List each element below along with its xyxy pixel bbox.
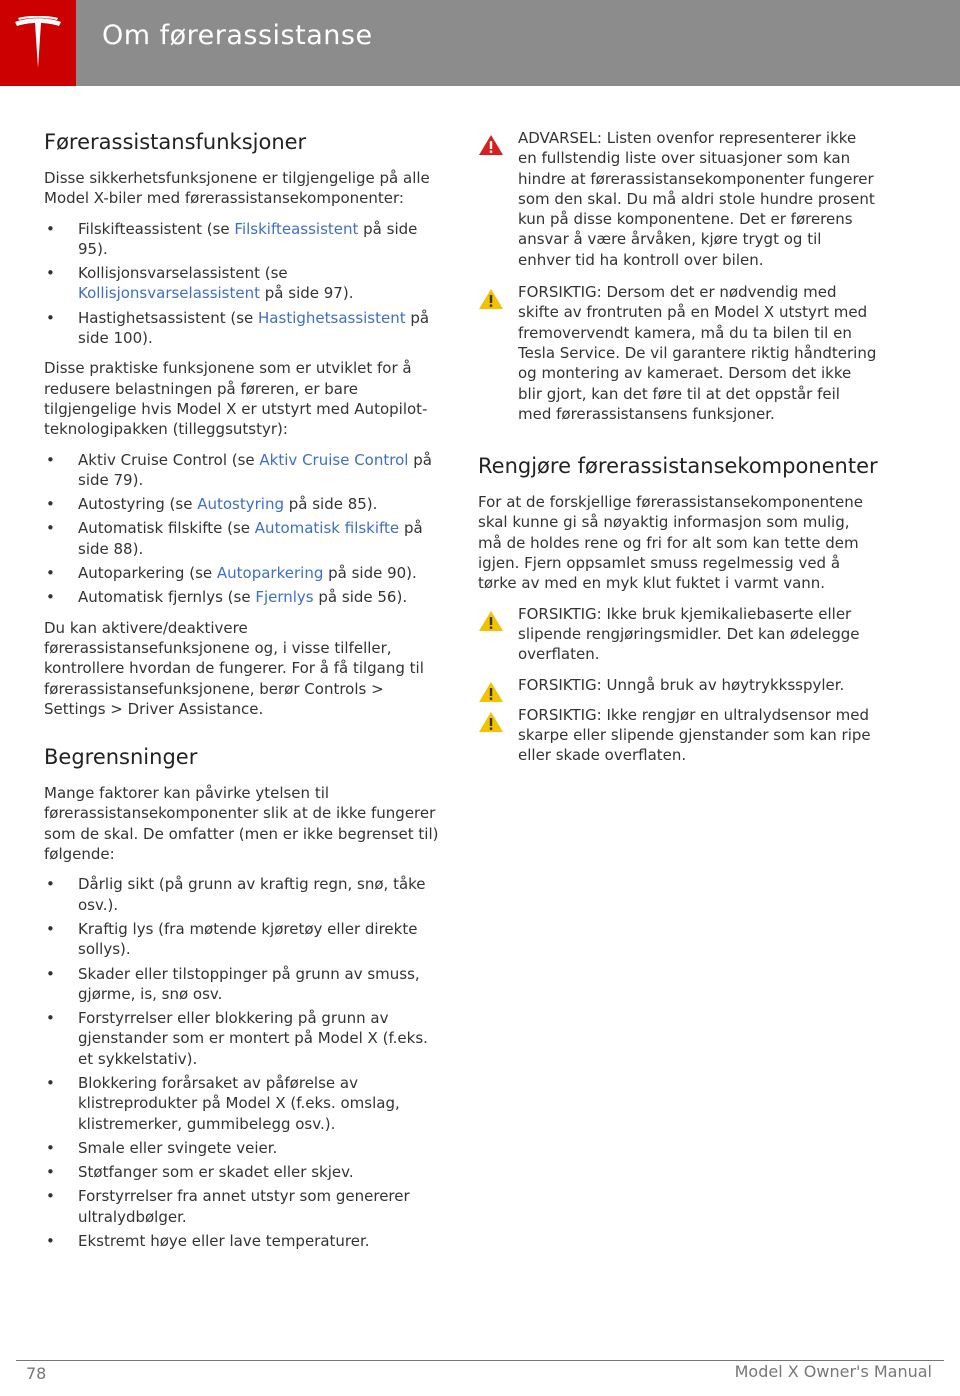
limitations-list xyxy=(44,874,444,1251)
paragraph-intro: Disse sikkerhetsfunksjonene er tilgjengelige på alle Model X-biler med førerassistansekomponenter: xyxy=(44,169,430,208)
page-number: 78 xyxy=(26,1364,47,1383)
list-item: • Smale eller svingete veier. xyxy=(44,1138,444,1158)
manual-title: Model X Owner's Manual xyxy=(734,1362,932,1381)
safety-features-list xyxy=(44,219,444,349)
link-auto-lane-change[interactable]: Automatisk filskifte xyxy=(254,519,400,538)
caution-icon xyxy=(478,610,504,632)
section-heading-limitations: Begrensninger xyxy=(44,745,198,770)
page-header xyxy=(0,0,960,86)
paragraph-settings: Du kan aktivere/deaktivere førerassistansefunksjonene og, i visse tilfeller, kontrollere hvordan de fungerer. For å få tilgang til førerassistansefunksjonene, berør Controls > Settings > Driver Assistance. xyxy=(44,618,424,718)
right-column xyxy=(478,128,878,776)
list-item: • Kollisjonsvarselassistent (se Kollisjonsvarselassistent på side 97). xyxy=(44,263,444,304)
caution-icon xyxy=(478,681,504,703)
section-heading-driver-assist: Førerassistansfunksjoner xyxy=(44,130,307,154)
list-item: • Blokkering forårsaket av påførelse av klistreprodukter på Model X (f.eks. omslag, klistremerker, gummibelegg osv.). xyxy=(44,1073,444,1134)
page-title: Om førerassistanse xyxy=(102,20,373,51)
tesla-logo xyxy=(0,0,76,86)
link-cruise-control[interactable]: Aktiv Cruise Control xyxy=(259,450,409,469)
caution-text: FORSIKTIG: Ikke rengjør en ultralydsensor med skarpe eller slipende gjenstander som kan ripe eller skade overflaten. xyxy=(518,705,871,765)
link-collision-assist[interactable]: Kollisjonsvarselassistent xyxy=(78,284,260,303)
caution-notice xyxy=(478,282,878,424)
tesla-t-icon xyxy=(13,16,63,70)
list-item: • Automatisk filskifte (se Automatisk filskifte på side 88). xyxy=(44,518,444,559)
list-item: • Filskifteassistent (se Filskifteassistent på side 95). xyxy=(44,219,444,260)
caution-text: FORSIKTIG: Ikke bruk kjemikaliebaserte eller slipende rengjøringsmidler. Det kan ødelegge overflaten. xyxy=(518,604,860,664)
list-item: • Forstyrrelser eller blokkering på grunn av gjenstander som er montert på Model X (f.eks. et sykkelstativ). xyxy=(44,1008,444,1069)
list-item: • Kraftig lys (fra møtende kjøretøy eller direkte sollys). xyxy=(44,919,444,960)
list-item: • Ekstremt høye eller lave temperaturer. xyxy=(44,1231,444,1251)
link-high-beams[interactable]: Fjernlys xyxy=(255,588,314,607)
list-item: • Skader eller tilstoppinger på grunn av smuss, gjørme, is, snø osv. xyxy=(44,964,444,1005)
list-item: • Automatisk fjernlys (se Fjernlys på side 56). xyxy=(44,587,444,607)
list-item: • Hastighetsassistent (se Hastighetsassistent på side 100). xyxy=(44,308,444,349)
caution-icon xyxy=(478,288,504,310)
paragraph-limitations-intro: Mange faktorer kan påvirke ytelsen til førerassistansekomponenter slik at de ikke fungerer som de skal. De omfatter (men er ikke begrenset til) følgende: xyxy=(44,784,439,864)
list-item: • Autoparkering (se Autoparkering på side 90). xyxy=(44,563,444,583)
section-heading-cleaning: Rengjøre førerassistansekomponenter xyxy=(478,454,878,479)
warning-notice xyxy=(478,128,878,270)
list-item: • Autostyring (se Autostyring på side 85). xyxy=(44,494,444,514)
link-autopark[interactable]: Autoparkering xyxy=(216,564,324,583)
left-column xyxy=(44,128,444,1261)
warning-text: ADVARSEL: Listen ovenfor representerer ikke en fullstendig liste over situasjoner som kan hindre at førerassistansekomponenter fungerer som den skal. Du må aldri stole hundre prosent kun på disse komponentene. Det er førerens ansvar å være årvåken, kjøre trygt og til enhver tid ha kontroll over bilen. xyxy=(518,129,875,269)
list-item: • Støtfanger som er skadet eller skjev. xyxy=(44,1162,444,1182)
caution-text: FORSIKTIG: Dersom det er nødvendig med skifte av frontruten på en Model X utstyrt med fremovervendt kamera, må du ta bilen til en Tesla Service. De vil garantere riktig håndtering og montering av kameraet. Dersom det ikke blir gjort, kan det føre til at det oppstår feil med førerassistansens funksjoner. xyxy=(518,283,877,423)
paragraph-convenience: Disse praktiske funksjonene som er utviklet for å redusere belastningen på føreren, er bare tilgjengelige hvis Model X er utstyrt med Autopilot-teknologipakken (tilleggsutstyr): xyxy=(44,359,428,439)
footer-divider xyxy=(16,1360,944,1361)
link-autosteer[interactable]: Autostyring xyxy=(197,495,284,514)
caution-notice xyxy=(478,705,878,766)
caution-notice xyxy=(478,675,878,695)
caution-text: FORSIKTIG: Unngå bruk av høytrykksspyler. xyxy=(518,675,845,694)
list-item: • Dårlig sikt (på grunn av kraftig regn, snø, tåke osv.). xyxy=(44,874,444,915)
warning-icon xyxy=(478,134,504,156)
link-speed-assist[interactable]: Hastighetsassistent xyxy=(258,308,406,327)
list-item: • Forstyrrelser fra annet utstyr som genererer ultralydbølger. xyxy=(44,1186,444,1227)
caution-notice xyxy=(478,604,878,665)
list-item: • Aktiv Cruise Control (se Aktiv Cruise Control på side 79). xyxy=(44,450,444,491)
caution-icon xyxy=(478,711,504,733)
paragraph-cleaning: For at de forskjellige førerassistansekomponentene skal kunne gi så nøyaktig informasjon som mulig, må de holdes rene og fri for alt som kan tette dem igjen. Fjern oppsamlet smuss regelmessig ved å tørke av med en myk klut fuktet i varmt vann. xyxy=(478,493,863,593)
link-lane-assist[interactable]: Filskifteassistent xyxy=(234,219,359,238)
convenience-features-list xyxy=(44,450,444,608)
